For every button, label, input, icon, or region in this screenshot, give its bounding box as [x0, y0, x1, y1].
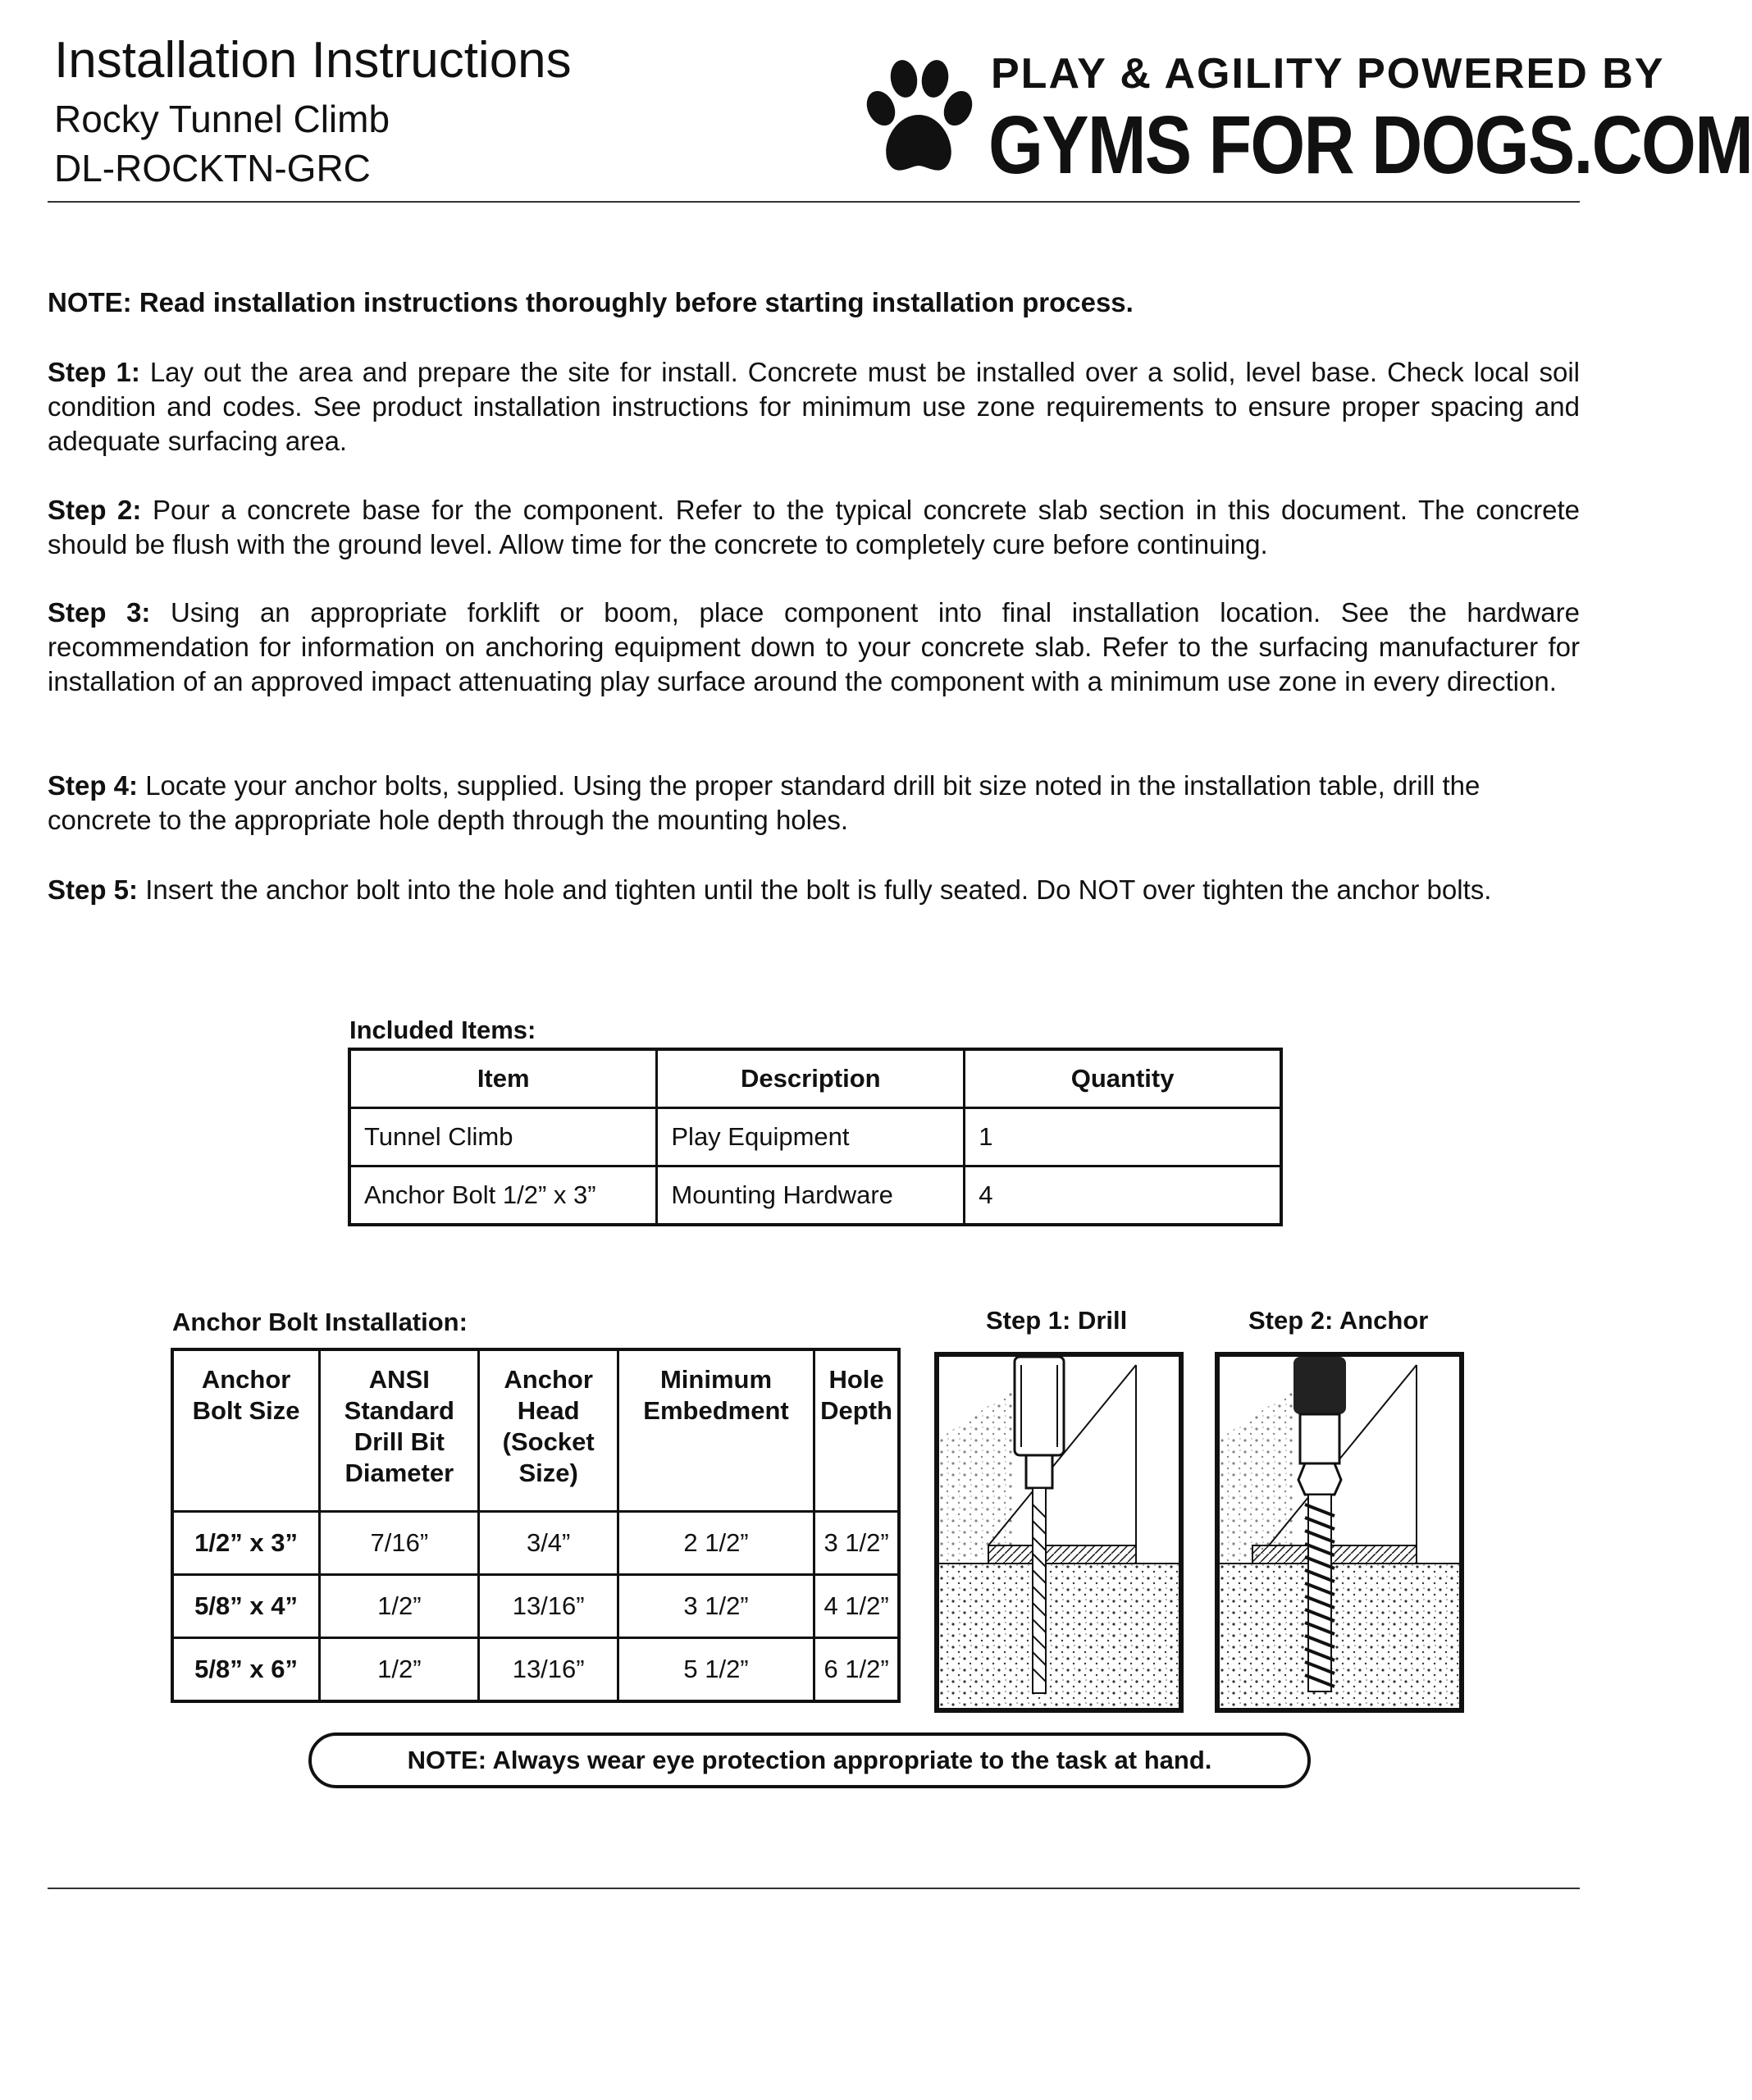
- column-header: Description: [657, 1049, 965, 1108]
- table-cell: 4: [965, 1166, 1281, 1226]
- step-4: [48, 769, 1580, 838]
- table-cell: 1/2”: [320, 1575, 479, 1638]
- product-name: Rocky Tunnel Climb: [54, 98, 390, 140]
- figure-anchor-caption: Step 2: Anchor: [1248, 1306, 1429, 1335]
- table-cell: 3 1/2”: [618, 1575, 814, 1638]
- table-cell: 3/4”: [479, 1512, 618, 1575]
- footer-divider: [48, 1888, 1580, 1889]
- table-cell: 2 1/2”: [618, 1512, 814, 1575]
- column-header: Anchor Head (Socket Size): [479, 1349, 618, 1512]
- column-header: ANSI Standard Drill Bit Diameter: [320, 1349, 479, 1512]
- table-cell: 1: [965, 1108, 1281, 1166]
- step-3: [48, 596, 1580, 699]
- figure-drill-caption: Step 1: Drill: [986, 1306, 1128, 1335]
- table-cell: 1/2”: [320, 1638, 479, 1702]
- column-header: Quantity: [965, 1049, 1281, 1108]
- logo-brand: GYMS FOR DOGS.COM: [988, 99, 1752, 191]
- step-text: Insert the anchor bolt into the hole and tighten until the bolt is fully seated. Do NOT over tighten the anchor bolts.: [138, 874, 1492, 905]
- column-header: Minimum Embedment: [618, 1349, 814, 1512]
- step-text: Lay out the area and prepare the site for install. Concrete must be installed over a solid, level base. Check local soil condition and codes. See product installation instructions for minimum use zone requirements to ensure proper spacing and adequate surfacing area.: [48, 357, 1580, 456]
- step-label: Step 2:: [48, 495, 142, 525]
- table-cell: Anchor Bolt 1/2” x 3”: [349, 1166, 657, 1226]
- anchor-bolt-table: [171, 1348, 901, 1703]
- step-label: Step 4:: [48, 770, 139, 801]
- anchor-bolt-icon: [1220, 1357, 1459, 1708]
- table-header-row: [349, 1049, 1281, 1108]
- header-divider: [48, 201, 1580, 203]
- table-cell: Play Equipment: [657, 1108, 965, 1166]
- step-label: Step 3:: [48, 597, 151, 628]
- table-cell: Tunnel Climb: [349, 1108, 657, 1166]
- table-cell: 4 1/2”: [814, 1575, 899, 1638]
- table-cell: 5/8” x 4”: [172, 1575, 320, 1638]
- table-cell: 6 1/2”: [814, 1638, 899, 1702]
- table-cell: 1/2” x 3”: [172, 1512, 320, 1575]
- table-cell: 5/8” x 6”: [172, 1638, 320, 1702]
- step-1: [48, 355, 1580, 459]
- product-sku: DL-ROCKTN-GRC: [54, 147, 371, 189]
- step-text: Using an appropriate forklift or boom, place component into final installation location. See the hardware recommendation for information on anchoring equipment down to your concrete slab. Refer to the surfacing manufacturer for installation of an approved impact attenuating play surface around the component with a minimum use zone in every direction.: [48, 597, 1580, 696]
- page-title: Installation Instructions: [54, 32, 572, 89]
- step-text: Locate your anchor bolts, supplied. Using the proper standard drill bit size noted in the installation table, drill the concrete to the appropriate hole depth through the mounting holes.: [48, 770, 1481, 835]
- table-cell: 13/16”: [479, 1575, 618, 1638]
- table-row: [172, 1575, 899, 1638]
- paw-icon: [861, 57, 976, 180]
- brand-logo: [861, 49, 1752, 197]
- step-label: Step 5:: [48, 874, 139, 905]
- column-header: Item: [349, 1049, 657, 1108]
- step-5: [48, 873, 1580, 907]
- step-label: Step 1:: [48, 357, 140, 387]
- included-items-caption: Included Items:: [349, 1016, 536, 1044]
- table-row: [349, 1166, 1281, 1226]
- table-cell: 13/16”: [479, 1638, 618, 1702]
- table-row: [349, 1108, 1281, 1166]
- table-cell: 3 1/2”: [814, 1512, 899, 1575]
- anchor-bolt-caption: Anchor Bolt Installation:: [172, 1308, 468, 1336]
- column-header: Hole Depth: [814, 1349, 899, 1512]
- table-cell: 5 1/2”: [618, 1638, 814, 1702]
- table-cell: 7/16”: [320, 1512, 479, 1575]
- table-row: [172, 1638, 899, 1702]
- table-cell: Mounting Hardware: [657, 1166, 965, 1226]
- step-text: Pour a concrete base for the component. Refer to the typical concrete slab section in this document. The concrete should be flush with the ground level. Allow time for the concrete to completely cure before continuing.: [48, 495, 1580, 559]
- drill-illustration: [934, 1352, 1184, 1713]
- anchor-illustration: [1215, 1352, 1464, 1713]
- table-header-row: [172, 1349, 899, 1512]
- included-items-table: [348, 1048, 1283, 1226]
- table-row: [172, 1512, 899, 1575]
- note-read-instructions: NOTE: Read installation instructions thoroughly before starting installation process.: [48, 287, 1134, 317]
- note-eye-protection: NOTE: Always wear eye protection appropriate to the task at hand.: [308, 1732, 1311, 1788]
- step-2: [48, 493, 1580, 562]
- logo-tagline: PLAY & AGILITY POWERED BY: [991, 50, 1665, 98]
- drill-icon: [939, 1357, 1179, 1708]
- column-header: Anchor Bolt Size: [172, 1349, 320, 1512]
